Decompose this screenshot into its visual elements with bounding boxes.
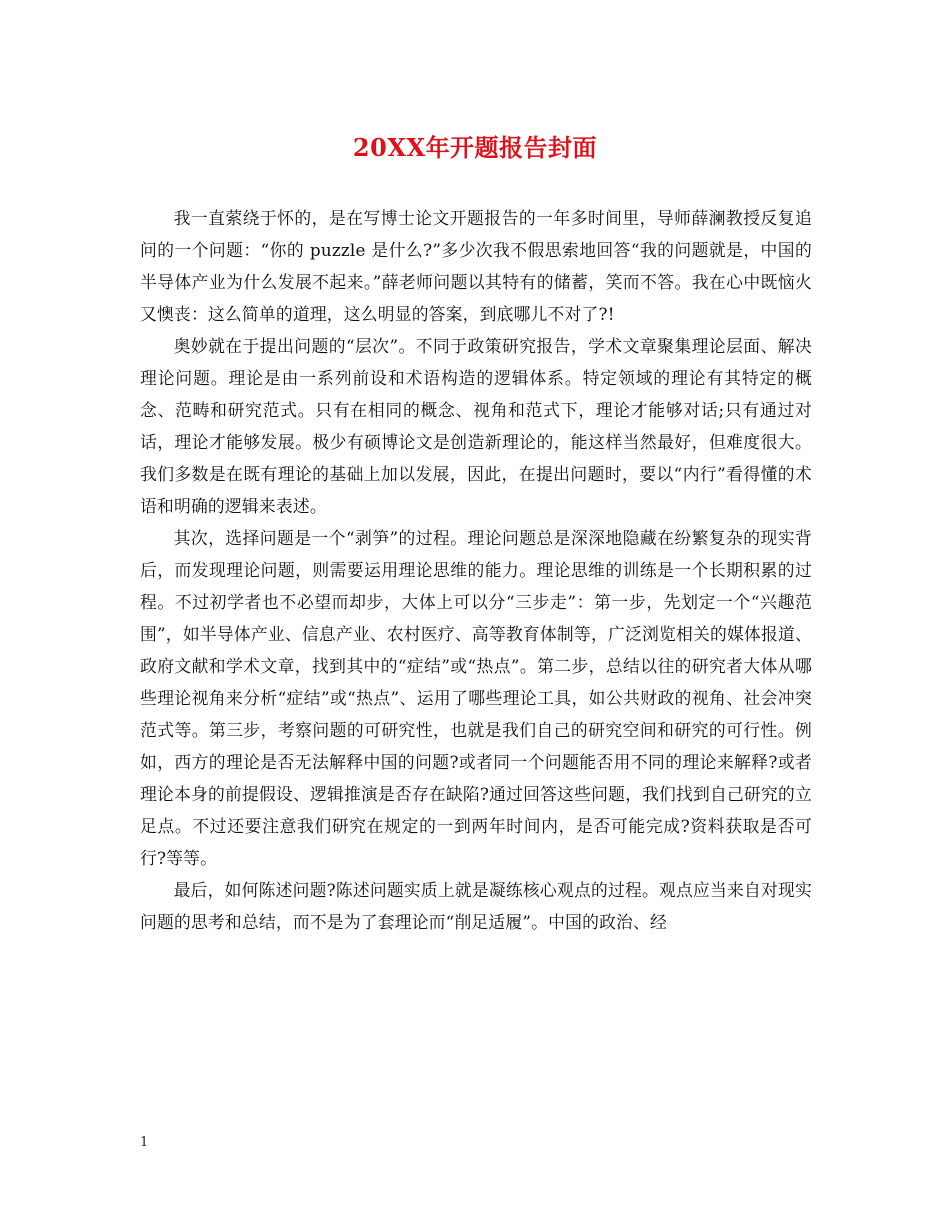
paragraph-4: 最后，如何陈述问题?陈述问题实质上就是凝练核心观点的过程。观点应当来自对现实问题的思考和总结，而不是为了套理论而“削足适履”。中国的政治、经 bbox=[140, 880, 812, 932]
page-number: 1 bbox=[140, 1135, 149, 1150]
document-title: 20XX年开题报告封面 bbox=[352, 133, 598, 162]
document-body bbox=[140, 202, 812, 938]
paragraph-2: 奥妙就在于提出问题的“层次”。不同于政策研究报告，学术文章聚集理论层面、解决理论问题。理论是由一系列前设和术语构造的逻辑体系。特定领域的理论有其特定的概念、范畴和研究范式。只有在相同的概念、视角和范式下，理论才能够对话;只有通过对话，理论才能够发展。极少有硕博论文是创造新理论的，能这样当然最好，但难度很大。我们多数是在既有理论的基础上加以发展，因此，在提出问题时，要以“内行”看得懂的术语和明确的逻辑来表述。 bbox=[140, 336, 812, 516]
paragraph-1: 我一直萦绕于怀的，是在写博士论文开题报告的一年多时间里，导师薛澜教授反复追问的一个问题：“你的 puzzle 是什么?”多少次我不假思索地回答“我的问题就是，中国的半导体产业为什么发展不起来。”薛老师问题以其特有的储蓄，笑而不答。我在心中既恼火又懊丧：这么简单的道理，这么明显的答案，到底哪儿不对了?! bbox=[140, 208, 812, 324]
paragraph-3: 其次，选择问题是一个“剥笋”的过程。理论问题总是深深地隐藏在纷繁复杂的现实背后，而发现理论问题，则需要运用理论思维的能力。理论思维的训练是一个长期积累的过程。不过初学者也不必望而却步，大体上可以分“三步走”：第一步，先划定一个“兴趣范围”，如半导体产业、信息产业、农村医疗、高等教育体制等，广泛浏览相关的媒体报道、政府文献和学术文章，找到其中的“症结”或“热点”。第二步，总结以往的研究者大体从哪些理论视角来分析“症结”或“热点”、运用了哪些理论工具，如公共财政的视角、社会冲突范式等。第三步，考察问题的可研究性，也就是我们自己的研究空间和研究的可行性。例如，西方的理论是否无法解释中国的问题?或者同一个问题能否用不同的理论来解释?或者理论本身的前提假设、逻辑推演是否存在缺陷?通过回答这些问题，我们找到自己研究的立足点。不过还要注意我们研究在规定的一到两年时间内，是否可能完成?资料获取是否可行?等等。 bbox=[140, 528, 812, 868]
